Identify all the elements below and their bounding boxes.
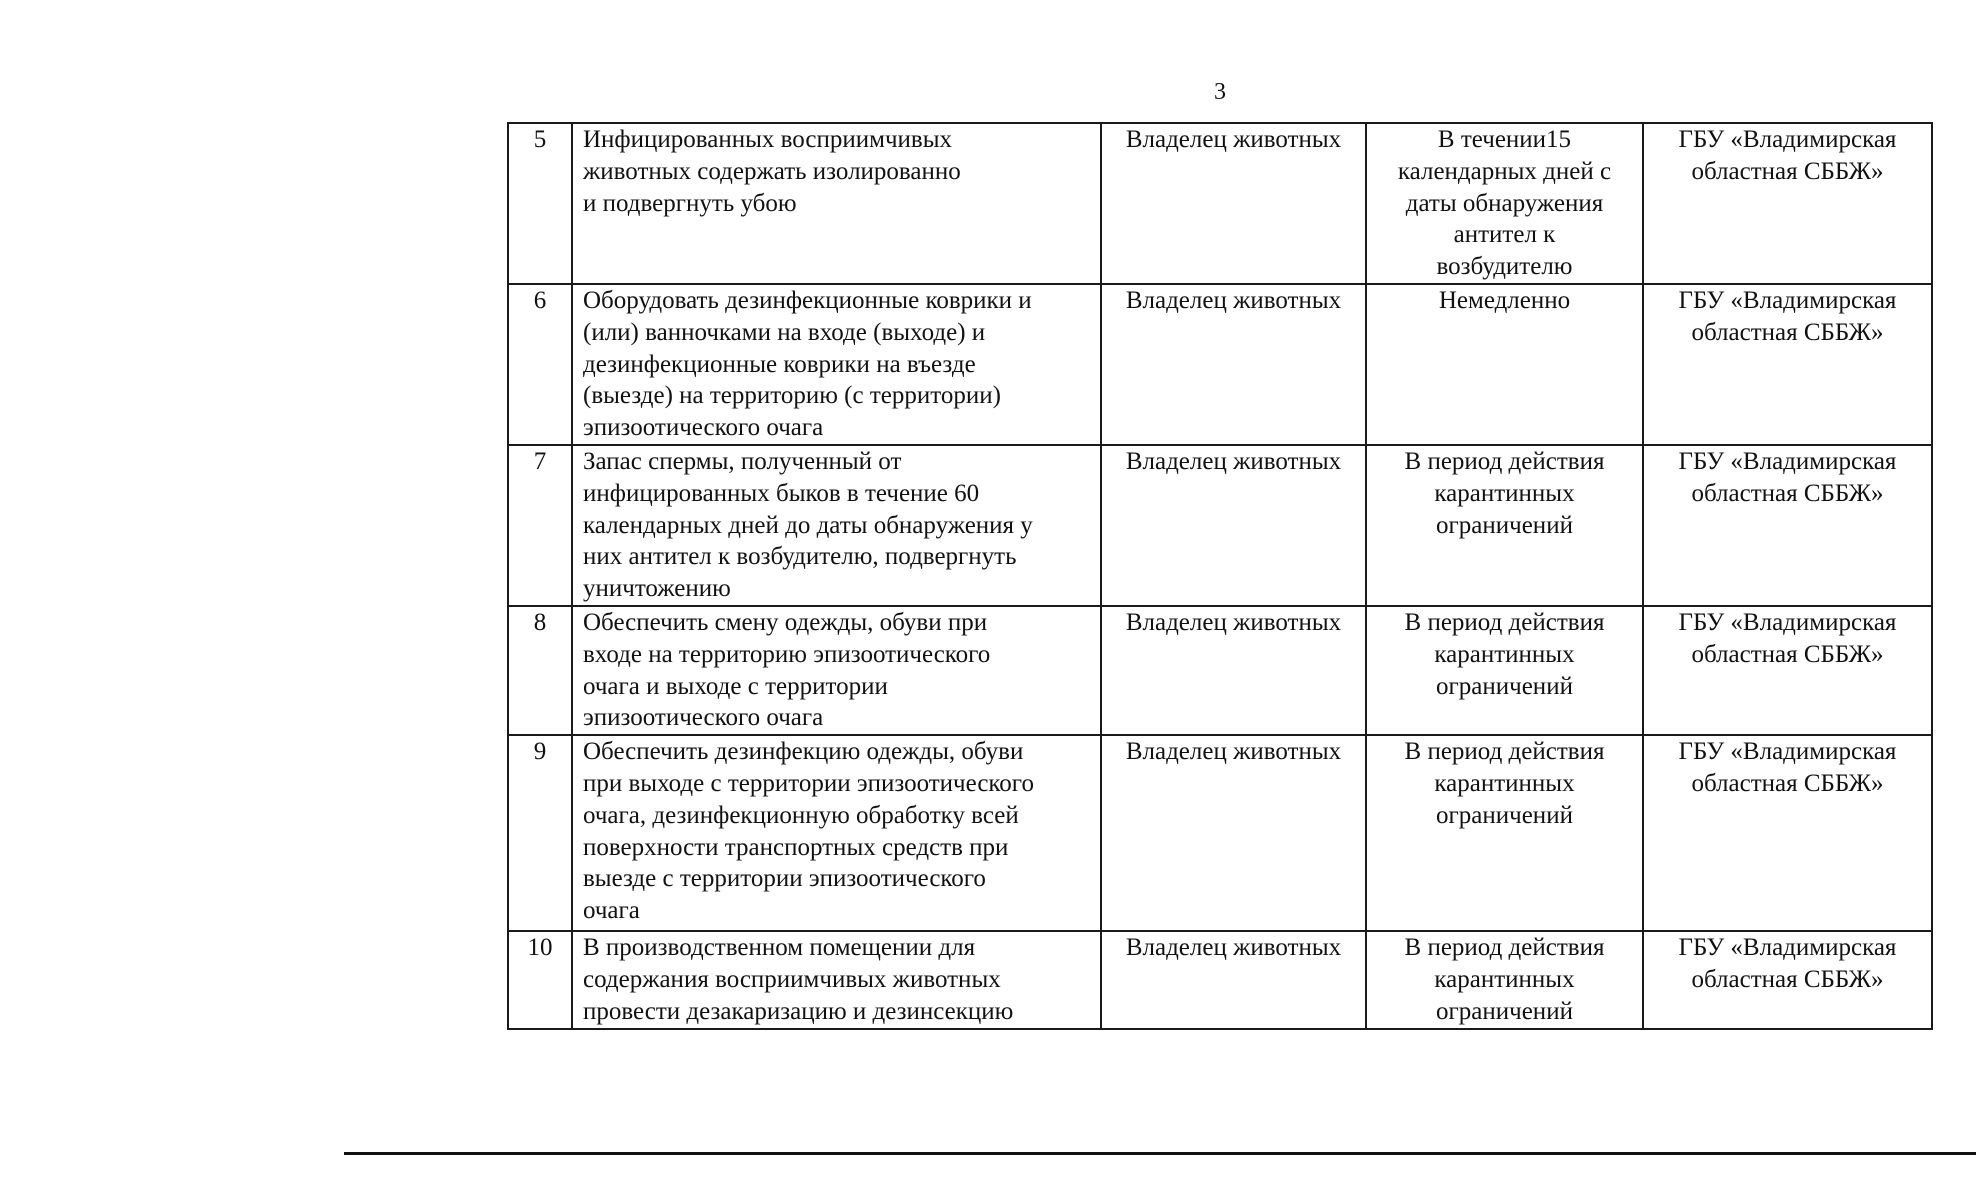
action-text: Обеспечить смену одежды, обуви при входе на территорию эпизоотического очага и выходе с территории эпизоотического очага <box>583 608 991 732</box>
action-text: Обеспечить дезинфекцию одежды, обуви при выходе с территории эпизоотического очага, дезинфекционную обработку всей поверхности транспортных средств при выезде с территории эпизоотического очага <box>583 738 1034 925</box>
term-cell <box>1366 445 1643 606</box>
action-cell <box>572 606 1101 735</box>
row-number-cell <box>508 123 572 284</box>
measures-table <box>507 122 1933 1030</box>
responsible-text: Владелец животных <box>1125 738 1342 766</box>
responsible-text: Владелец животных <box>1125 126 1342 153</box>
organization-text: ГБУ «Владимирская областная СББЖ» <box>1678 934 1897 993</box>
responsible-text: Владелец животных <box>1125 934 1342 962</box>
term-cell <box>1366 123 1643 284</box>
responsible-text: Владелец животных <box>1125 608 1342 636</box>
footer-divider <box>344 1152 1976 1155</box>
responsible-cell <box>1101 284 1366 445</box>
term-text: В период действия карантинных ограничений <box>1404 738 1605 829</box>
organization-cell <box>1643 123 1932 284</box>
action-cell <box>572 445 1101 606</box>
organization-text: ГБУ «Владимирская областная СББЖ» <box>1678 447 1897 507</box>
responsible-cell <box>1101 735 1366 931</box>
action-cell <box>572 931 1101 1028</box>
organization-cell <box>1643 735 1932 931</box>
action-text: Инфицированных восприимчивых животных содержать изолированно и подвергнуть убою <box>583 126 961 217</box>
row-number-cell <box>508 284 572 445</box>
organization-text: ГБУ «Владимирская областная СББЖ» <box>1678 738 1897 797</box>
action-cell <box>572 735 1101 931</box>
organization-text: ГБУ «Владимирская областная СББЖ» <box>1678 286 1897 346</box>
action-cell <box>572 284 1101 445</box>
page-number: 3 <box>1214 79 1226 105</box>
table-row <box>508 445 1932 606</box>
row-number: 5 <box>533 126 547 153</box>
action-cell <box>572 123 1101 284</box>
responsible-cell <box>1101 931 1366 1028</box>
row-number-cell <box>508 735 572 931</box>
responsible-text: Владелец животных <box>1125 286 1342 314</box>
row-number-cell <box>508 931 572 1028</box>
organization-cell <box>1643 606 1932 735</box>
row-number: 10 <box>527 934 553 962</box>
term-text: Немедленно <box>1438 286 1571 314</box>
responsible-cell <box>1101 123 1366 284</box>
responsible-cell <box>1101 445 1366 606</box>
term-cell <box>1366 284 1643 445</box>
organization-cell <box>1643 931 1932 1028</box>
organization-cell <box>1643 445 1932 606</box>
action-text: В производственном помещении для содержания восприимчивых животных провести дезакаризацию и дезинсекцию <box>583 934 1014 1025</box>
table-row <box>508 931 1932 1028</box>
organization-text: ГБУ «Владимирская областная СББЖ» <box>1678 608 1897 668</box>
responsible-text: Владелец животных <box>1125 447 1342 475</box>
action-text: Запас спермы, полученный от инфицированных быков в течение 60 календарных дней до даты обнаружения у них антител к возбудителю, подвергнуть уничтожению <box>583 447 1033 603</box>
term-cell <box>1366 606 1643 735</box>
term-text: В период действия карантинных ограничений <box>1404 447 1605 539</box>
term-text: В период действия карантинных ограничений <box>1404 934 1605 1025</box>
row-number-cell <box>508 445 572 606</box>
organization-cell <box>1643 284 1932 445</box>
action-text: Оборудовать дезинфекционные коврики и (или) ванночками на входе (выходе) и дезинфекционные коврики на въезде (выезде) на территорию (с территории) эпизоотического очага <box>583 286 1032 442</box>
row-number-cell <box>508 606 572 735</box>
row-number: 7 <box>533 447 547 475</box>
table-row <box>508 606 1932 735</box>
term-cell <box>1366 931 1643 1028</box>
row-number: 8 <box>533 608 547 636</box>
organization-text: ГБУ «Владимирская областная СББЖ» <box>1678 126 1897 185</box>
term-text: В период действия карантинных ограничений <box>1404 608 1605 700</box>
row-number: 9 <box>533 738 547 766</box>
term-cell <box>1366 735 1643 931</box>
table-row <box>508 284 1932 445</box>
responsible-cell <box>1101 606 1366 735</box>
table-row <box>508 735 1932 931</box>
table-row <box>508 123 1932 284</box>
term-text: В течении15 календарных дней с даты обнаружения антител к возбудителю <box>1397 126 1612 281</box>
row-number: 6 <box>533 286 547 314</box>
